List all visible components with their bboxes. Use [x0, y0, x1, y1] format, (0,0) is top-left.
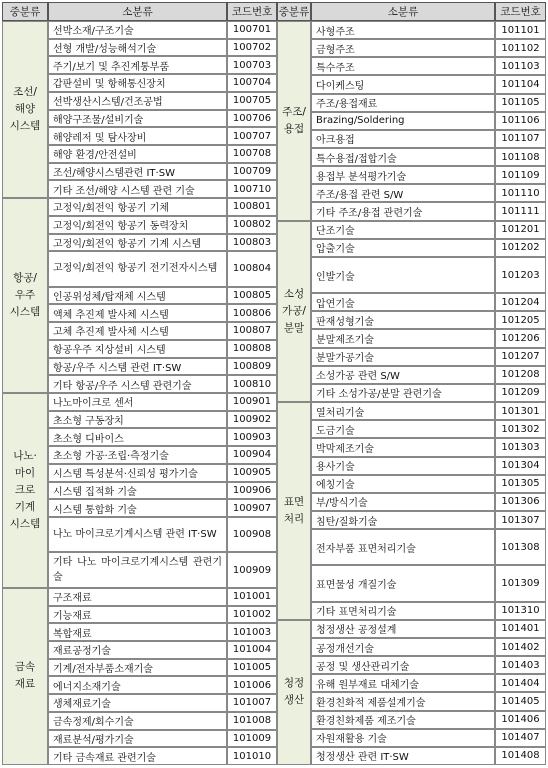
header-code: 코드번호 — [227, 2, 277, 21]
subcategory-name: 환경친화적 제품설계기술 — [311, 692, 495, 710]
subcategory-name: 복합재료 — [48, 623, 227, 641]
code-number: 100708 — [227, 145, 277, 163]
code-number: 100703 — [227, 56, 277, 74]
code-number: 101308 — [495, 529, 546, 565]
code-number: 101202 — [495, 239, 546, 257]
header-sub-category: 소분류 — [48, 2, 227, 21]
subcategory-name: 용접부 분석평가기술 — [311, 166, 495, 184]
code-number: 100901 — [227, 393, 277, 411]
code-number: 101404 — [495, 674, 546, 692]
code-number: 100906 — [227, 482, 277, 500]
subcategory-name: 기타 주조/용접 관련기술 — [311, 202, 495, 220]
subcategory-name: 기타 나노 마이크로기계시스템 관련기술 — [48, 552, 227, 587]
subcategory-name: 금형주조 — [311, 39, 495, 57]
code-number: 101110 — [495, 184, 546, 202]
code-number: 101010 — [227, 747, 277, 765]
subcategory-name: 구조재료 — [48, 588, 227, 606]
mid-category: 주조/ 용접 — [277, 21, 311, 221]
code-number: 101004 — [227, 641, 277, 659]
subcategory-name: 열처리기술 — [311, 402, 495, 420]
code-number: 100909 — [227, 552, 277, 587]
code-number: 100701 — [227, 21, 277, 39]
subcategory-name: 초소형 구동장치 — [48, 411, 227, 429]
code-number: 100902 — [227, 411, 277, 429]
subcategory-name: 선박생산시스템/건조공법 — [48, 92, 227, 110]
code-number: 101003 — [227, 623, 277, 641]
subcategory-name: 나노마이크로 센서 — [48, 393, 227, 411]
code-number: 101208 — [495, 366, 546, 384]
subcategory-name: 기계/전자부품소재기술 — [48, 659, 227, 677]
code-number: 100908 — [227, 517, 277, 552]
subcategory-name: 선박소재/구조기술 — [48, 21, 227, 39]
code-number: 101306 — [495, 493, 546, 511]
subcategory-name: Brazing/Soldering — [311, 112, 495, 130]
subcategory-name: 선형 개발/성능해석기술 — [48, 39, 227, 57]
mid-category: 청정 생산 — [277, 620, 311, 765]
code-number: 101405 — [495, 692, 546, 710]
code-number: 101309 — [495, 565, 546, 601]
subcategory-name: 인발기술 — [311, 257, 495, 293]
mid-category: 소성 가공/ 분말 — [277, 221, 311, 402]
subcategory-name: 주기/보기 및 추진계통부품 — [48, 56, 227, 74]
mid-category: 항공/ 우주 시스템 — [2, 198, 48, 393]
code-number: 101107 — [495, 130, 546, 148]
subcategory-name: 단조기술 — [311, 221, 495, 239]
subcategory-name: 사형주조 — [311, 21, 495, 39]
subcategory-name: 해양레저 및 탐사장비 — [48, 127, 227, 145]
subcategory-name: 나노 마이크로기계시스템 관련 IT·SW — [48, 517, 227, 552]
subcategory-name: 유해 원부재료 대체기술 — [311, 674, 495, 692]
code-number: 100801 — [227, 198, 277, 216]
subcategory-name: 청정생산 관련 IT·SW — [311, 747, 495, 765]
subcategory-name: 인공위성체/탑재체 시스템 — [48, 287, 227, 305]
code-number: 101102 — [495, 39, 546, 57]
code-number: 101103 — [495, 57, 546, 75]
subcategory-name: 도금기술 — [311, 420, 495, 438]
subcategory-name: 고정익/회전익 항공기 동력장치 — [48, 216, 227, 234]
header-mid-category: 중분류 — [2, 2, 48, 21]
code-number: 101408 — [495, 747, 546, 765]
code-number: 101407 — [495, 729, 546, 747]
subcategory-name: 고정익/회전익 항공기 전기전자시스템 — [48, 251, 227, 286]
code-number: 101204 — [495, 293, 546, 311]
code-number: 100905 — [227, 464, 277, 482]
code-number: 101106 — [495, 112, 546, 130]
subcategory-name: 압출기술 — [311, 239, 495, 257]
header-sub-category: 소분류 — [311, 2, 495, 21]
code-number: 101104 — [495, 75, 546, 93]
code-number: 101207 — [495, 348, 546, 366]
code-number: 101304 — [495, 457, 546, 475]
code-number: 101205 — [495, 311, 546, 329]
code-number: 101406 — [495, 711, 546, 729]
subcategory-name: 분말제조기술 — [311, 329, 495, 347]
subcategory-name: 판재성형기술 — [311, 311, 495, 329]
subcategory-name: 고체 추진제 발사체 시스템 — [48, 322, 227, 340]
code-number: 100804 — [227, 251, 277, 286]
code-number: 101307 — [495, 511, 546, 529]
code-number: 100806 — [227, 304, 277, 322]
code-number: 100706 — [227, 110, 277, 128]
code-number: 100805 — [227, 287, 277, 305]
subcategory-name: 청정생산 공정설계 — [311, 620, 495, 638]
subcategory-name: 액체 추진제 발사체 시스템 — [48, 304, 227, 322]
code-number: 100810 — [227, 375, 277, 393]
subcategory-name: 항공/우주 시스템 관련 IT·SW — [48, 358, 227, 376]
subcategory-name: 생체재료기술 — [48, 694, 227, 712]
subcategory-name: 고정익/회전익 항공기 기계 시스템 — [48, 234, 227, 252]
mid-category: 표면 처리 — [277, 402, 311, 620]
subcategory-name: 조선/해양시스템관련 IT·SW — [48, 163, 227, 181]
subcategory-name: 초소형 가공·조립·측정기술 — [48, 446, 227, 464]
header-code: 코드번호 — [495, 2, 546, 21]
subcategory-name: 해양구조물/설비기술 — [48, 110, 227, 128]
code-number: 100803 — [227, 234, 277, 252]
subcategory-name: 아크용접 — [311, 130, 495, 148]
subcategory-name: 특수주조 — [311, 57, 495, 75]
subcategory-name: 갑판설비 및 항해통신장치 — [48, 74, 227, 92]
subcategory-name: 용사기술 — [311, 457, 495, 475]
subcategory-name: 초소형 디바이스 — [48, 428, 227, 446]
mid-category: 금속 재료 — [2, 588, 48, 765]
subcategory-name: 환경친화제품 제조기술 — [311, 711, 495, 729]
code-number: 101008 — [227, 712, 277, 730]
code-number: 100907 — [227, 499, 277, 517]
code-number: 101007 — [227, 694, 277, 712]
code-number: 101403 — [495, 656, 546, 674]
subcategory-name: 기능재료 — [48, 606, 227, 624]
subcategory-name: 표면물성 개질기술 — [311, 565, 495, 601]
code-number: 101109 — [495, 166, 546, 184]
subcategory-name: 공정개선기술 — [311, 638, 495, 656]
subcategory-name: 재료분석/평가기술 — [48, 730, 227, 748]
header-mid-category: 중분류 — [277, 2, 311, 21]
subcategory-name: 에너지소재기술 — [48, 676, 227, 694]
code-number: 101009 — [227, 730, 277, 748]
code-number: 101303 — [495, 438, 546, 456]
code-number: 100704 — [227, 74, 277, 92]
subcategory-name: 침탄/질화기술 — [311, 511, 495, 529]
subcategory-name: 공정 및 생산관리기술 — [311, 656, 495, 674]
subcategory-name: 특수용접/접합기술 — [311, 148, 495, 166]
subcategory-name: 기타 항공/우주 시스템 관련기술 — [48, 375, 227, 393]
subcategory-name: 부/방식기술 — [311, 493, 495, 511]
subcategory-name: 항공우주 지상설비 시스템 — [48, 340, 227, 358]
subcategory-name: 금속정제/회수기술 — [48, 712, 227, 730]
code-number: 100709 — [227, 163, 277, 181]
code-number: 100809 — [227, 358, 277, 376]
subcategory-name: 시스템 통합화 기술 — [48, 499, 227, 517]
subcategory-name: 주조/용접 관련 S/W — [311, 184, 495, 202]
subcategory-name: 기타 금속재료 관련기술 — [48, 747, 227, 765]
code-number: 100710 — [227, 180, 277, 198]
mid-category: 나노· 마이 크로 기계 시스템 — [2, 393, 48, 588]
code-number: 101111 — [495, 202, 546, 220]
code-number: 101310 — [495, 602, 546, 620]
code-number: 101302 — [495, 420, 546, 438]
subcategory-name: 기타 소성가공/분말 관련기술 — [311, 384, 495, 402]
mid-category: 조선/ 해양 시스템 — [2, 21, 48, 198]
subcategory-name: 박막제조기술 — [311, 438, 495, 456]
code-number: 101101 — [495, 21, 546, 39]
code-number: 101203 — [495, 257, 546, 293]
code-number: 100707 — [227, 127, 277, 145]
code-number: 101006 — [227, 676, 277, 694]
subcategory-name: 해양 환경/안전설비 — [48, 145, 227, 163]
subcategory-name: 기타 표면처리기술 — [311, 602, 495, 620]
code-number: 100802 — [227, 216, 277, 234]
subcategory-name: 고정익/회전익 항공기 기체 — [48, 198, 227, 216]
code-number: 101206 — [495, 329, 546, 347]
subcategory-name: 전자부품 표면처리기술 — [311, 529, 495, 565]
code-number: 100904 — [227, 446, 277, 464]
code-number: 101305 — [495, 475, 546, 493]
code-number: 100807 — [227, 322, 277, 340]
code-number: 101001 — [227, 588, 277, 606]
code-number: 100705 — [227, 92, 277, 110]
code-number: 101108 — [495, 148, 546, 166]
subcategory-name: 압연기술 — [311, 293, 495, 311]
code-number: 100903 — [227, 428, 277, 446]
subcategory-name: 재료공정기술 — [48, 641, 227, 659]
code-number: 100808 — [227, 340, 277, 358]
subcategory-name: 시스템 집적화 기술 — [48, 482, 227, 500]
subcategory-name: 주조/용접재료 — [311, 94, 495, 112]
subcategory-name: 소성가공 관련 S/W — [311, 366, 495, 384]
subcategory-name: 기타 조선/해양 시스템 관련 기술 — [48, 180, 227, 198]
subcategory-name: 분말가공기술 — [311, 348, 495, 366]
code-number: 101209 — [495, 384, 546, 402]
code-number: 101301 — [495, 402, 546, 420]
code-number: 101201 — [495, 221, 546, 239]
subcategory-name: 에칭기술 — [311, 475, 495, 493]
subcategory-name: 시스템 특성분석·신뢰성 평가기술 — [48, 464, 227, 482]
code-number: 101401 — [495, 620, 546, 638]
code-number: 101005 — [227, 659, 277, 677]
code-number: 101002 — [227, 606, 277, 624]
code-number: 101105 — [495, 94, 546, 112]
subcategory-name: 자원재활용 기술 — [311, 729, 495, 747]
code-number: 101402 — [495, 638, 546, 656]
code-number: 100702 — [227, 39, 277, 57]
subcategory-name: 다이케스팅 — [311, 75, 495, 93]
